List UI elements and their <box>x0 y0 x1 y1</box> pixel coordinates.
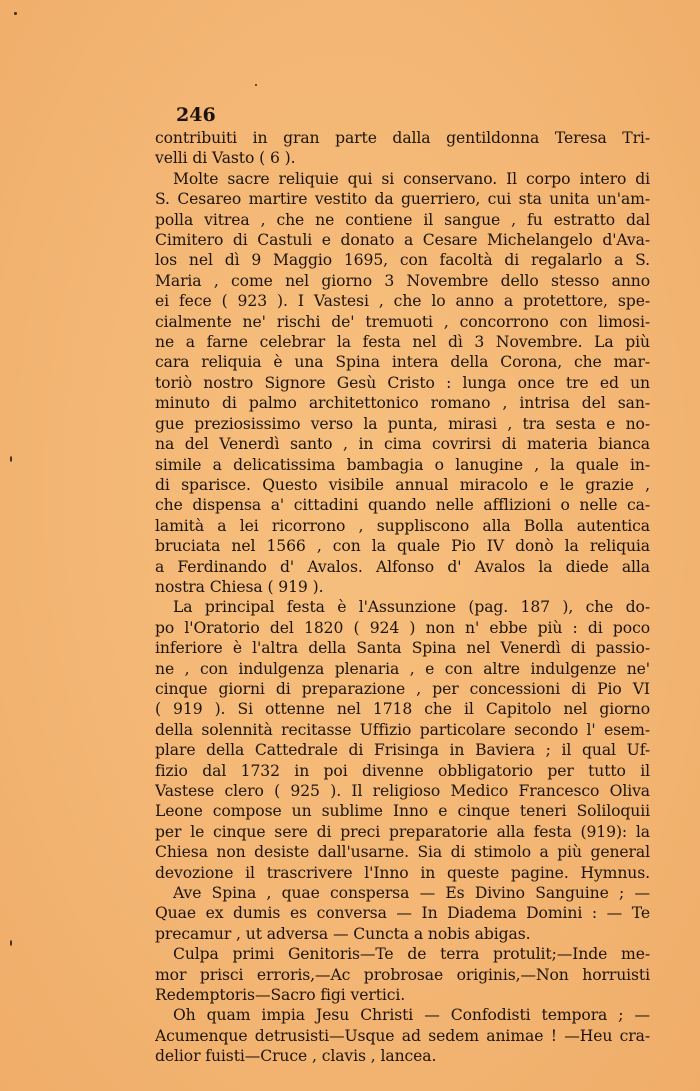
text-line: los nel dì 9 Maggio 1695, con facoltà di regalarlo a S. <box>155 251 650 270</box>
text-line: Maria , come nel giorno 3 Novembre dello stesso anno <box>155 271 650 290</box>
text-line: Redemptoris—Sacro figi vertici. <box>155 986 406 1005</box>
text-line: ne a farne celebrar la festa nel dì 3 Novembre. La più <box>155 333 650 352</box>
text-line: per le cinque sere di preci preparatorie alla festa (919): la <box>155 822 650 841</box>
text-line: cialmente ne' rischi de' tremuoti , concorrono con limosi- <box>155 312 650 331</box>
text-line: precamur , ut adversa — Cuncta a nobis abigas. <box>155 924 531 943</box>
ink-speck <box>255 84 257 86</box>
text-line: Leone compose un sublime Inno e cinque teneri Soliloquii <box>155 802 650 821</box>
body-text <box>155 112 650 1067</box>
text-line: lamità a lei ricorrono , suppliscono alla Bolla autentica <box>155 516 650 535</box>
text-line: Oh quam impia Jesu Christi — Confodisti tempora ; — <box>173 1006 650 1025</box>
text-line: contribuiti in gran parte dalla gentildonna Teresa Tri- <box>155 129 650 147</box>
text-line: cara reliquia è una Spina intera della Corona, che mar- <box>155 353 650 372</box>
text-line: devozione il trascrivere l'Inno in queste pagine. Hymnus. <box>155 863 650 882</box>
text-line: Culpa primi Genitoris—Te de terra protulit;—Inde me- <box>173 945 650 964</box>
text-line: Acumenque detrusisti—Usque ad sedem animae ! —Heu cra- <box>155 1026 650 1045</box>
text-line: Chiesa non desiste dall'usarne. Sia di stimolo a più general <box>155 843 650 862</box>
page-number: 246 <box>176 104 216 126</box>
text-line: che dispensa a' cittadini quando nelle afflizioni o nelle ca- <box>155 496 650 515</box>
text-line: di sparisce. Questo visibile annual miracolo e le grazie , <box>155 475 650 494</box>
text-line: po l'Oratorio del 1820 ( 924 ) non n' ebbe più : di poco <box>155 618 650 637</box>
text-line: inferiore è l'altra della Santa Spina nel Venerdì di passio- <box>155 639 650 658</box>
text-line: fizio dal 1732 in poi divenne obbligatorio per tutto il <box>155 761 650 780</box>
text-line: na del Venerdì santo , in cima covrirsi di materia bianca <box>155 435 650 454</box>
text-line: gue preziosissimo verso la punta, mirasi , tra sesta e no- <box>155 414 650 433</box>
ink-speck <box>14 12 17 15</box>
text-line: polla vitrea , che ne contiene il sangue , fu estratto dal <box>155 210 650 229</box>
text-line: mor prisci erroris,—Ac probrosae originis,—Non horruisti <box>155 965 650 984</box>
text-line: Quae ex dumis es conversa — In Diadema Domini : — Te <box>155 904 650 923</box>
text-line: S. Cesareo martire vestito da guerriero, cui sta unita un'am- <box>155 190 650 209</box>
text-line: Vastese clero ( 925 ). Il religioso Medico Francesco Oliva <box>155 782 650 800</box>
text-line: a Ferdinando d' Avalos. Alfonso d' Avalos la diede alla <box>155 557 650 576</box>
text-line: plare della Cattedrale di Frisinga in Baviera ; il qual Uf- <box>155 741 650 760</box>
text-line: bruciata nel 1566 , con la quale Pio IV donò la reliquia <box>155 537 650 556</box>
text-line: Cimitero di Castuli e donato a Cesare Michelangelo d'Ava- <box>155 231 650 250</box>
text-line: minuto di palmo architettonico romano , intrisa del san- <box>155 394 650 413</box>
ink-speck <box>10 940 12 946</box>
text-line: simile a delicatissima bambagia o lanugine , la quale in- <box>155 455 650 474</box>
text-line: delior fuisti—Cruce , clavis , lancea. <box>155 1047 437 1066</box>
text-line: della solennità recitasse Uffizio particolare secondo l' esem- <box>155 720 650 739</box>
text-line: Molte sacre reliquie qui si conservano. Il corpo intero di <box>173 169 650 188</box>
text-line: La principal festa è l'Assunzione (pag. 187 ), che do- <box>173 598 650 617</box>
text-line: cinque giorni di preparazione , per concessioni di Pio VI <box>155 679 650 698</box>
text-line: toriò nostro Signore Gesù Cristo : lunga once tre ed un <box>155 373 650 392</box>
text-line: velli di Vasto ( 6 ). <box>155 149 296 168</box>
text-line: ( 919 ). Si ottenne nel 1718 che il Capitolo nel giorno <box>155 700 650 719</box>
text-line: ei fece ( 923 ). I Vastesi , che lo anno a protettore, spe- <box>155 292 650 311</box>
text-line: nostra Chiesa ( 919 ). <box>155 577 324 596</box>
text-line: ne , con indulgenza plenaria , e con altre indulgenze ne' <box>155 659 650 678</box>
ink-speck <box>10 456 12 462</box>
text-line: Ave Spina , quae conspersa — Es Divino Sanguine ; — <box>173 884 650 903</box>
